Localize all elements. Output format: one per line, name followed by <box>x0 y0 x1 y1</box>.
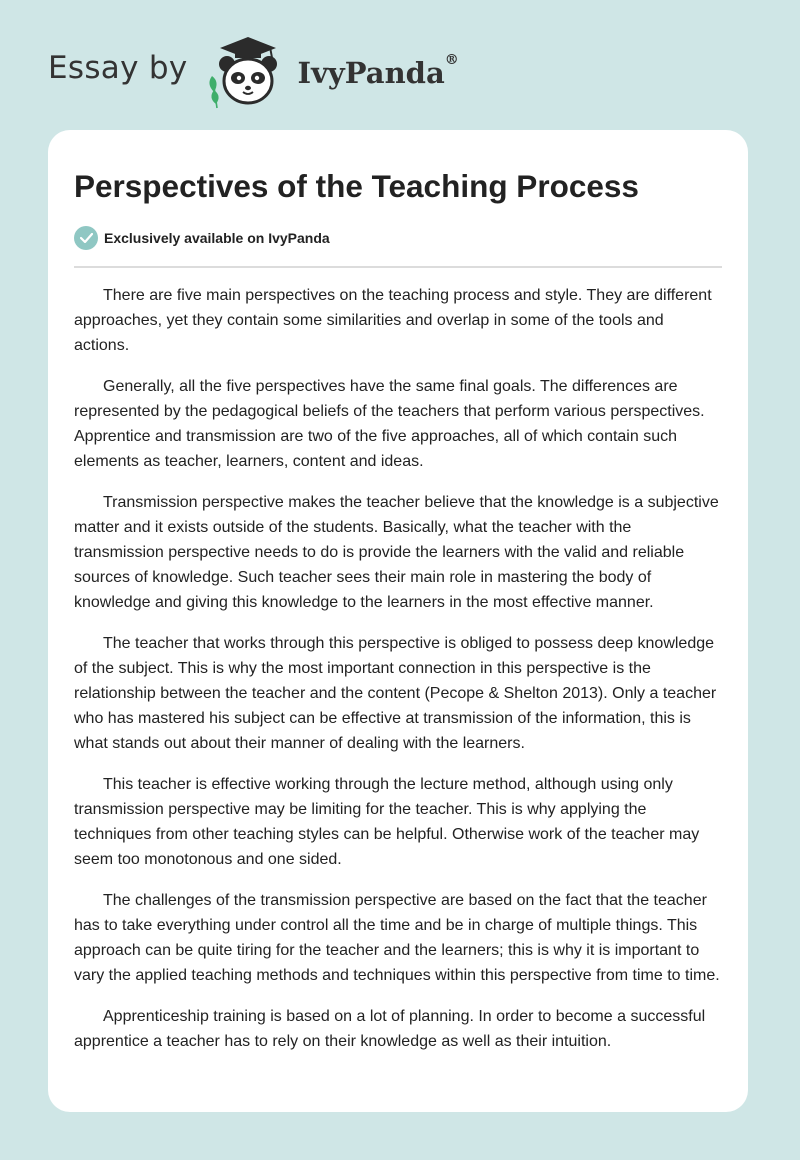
paragraph: This teacher is effective working through the lecture method, although using only transmission perspective may be limiting for the teacher. This is why applying the techniques from other teaching styles can be helpful. Otherwise work of the teacher may seem too monotonous and one sided. <box>74 776 700 868</box>
essay-body <box>74 283 722 1054</box>
paragraph: Apprenticeship training is based on a lot of planning. In order to become a successful apprentice a teacher has to rely on their knowledge as well as their intuition. <box>74 1008 706 1050</box>
panda-graduate-icon[interactable] <box>202 34 294 110</box>
site-header <box>48 32 459 112</box>
registered-mark: ® <box>444 52 459 68</box>
paragraph: Transmission perspective makes the teacher believe that the knowledge is a subjective matter and it exists outside of the students. Basically, what the teacher with the transmission perspective needs to do is provide the learners with the valid and reliable sources of knowledge. Such teacher sees their main role in mastering the body of knowledge and giving this knowledge to the learners in the most effective manner. <box>74 494 719 611</box>
check-circle-icon <box>74 226 98 250</box>
essay-card <box>48 130 748 1112</box>
divider <box>74 266 722 268</box>
paragraph: The teacher that works through this perspective is obliged to possess deep knowledge of the subject. This is why the most important connection in this perspective is the relationship between the teacher and the content (Pecope & Shelton 2013). Only a teacher who has mastered his subject can be effective at transmission of the information, this is what stands out about their manner of dealing with the learners. <box>74 635 717 752</box>
brand-name[interactable]: IvyPanda® <box>297 52 459 90</box>
paragraph: There are five main perspectives on the teaching process and style. They are different approaches, yet they contain some similarities and overlap in some of the tools and actions. <box>74 287 712 354</box>
exclusive-label: Exclusively available on IvyPanda <box>104 230 330 246</box>
essay-title: Perspectives of the Teaching Process <box>74 168 639 204</box>
paragraph: Generally, all the five perspectives have the same final goals. The differences are represented by the pedagogical beliefs of the teachers that perform various perspectives. Apprentice and transmission are two of the five approaches, all of which contain such elements as teacher, learners, content and ideas. <box>74 378 705 470</box>
paragraph: The challenges of the transmission perspective are based on the fact that the teacher has to take everything under control all the time and be in charge of multiple things. This approach can be quite tiring for the teacher and the learners; this is why it is important to vary the applied teaching methods and techniques within this perspective from time to time. <box>74 892 720 984</box>
essay-by-text: Essay by <box>48 50 188 86</box>
exclusive-badge <box>74 226 722 250</box>
